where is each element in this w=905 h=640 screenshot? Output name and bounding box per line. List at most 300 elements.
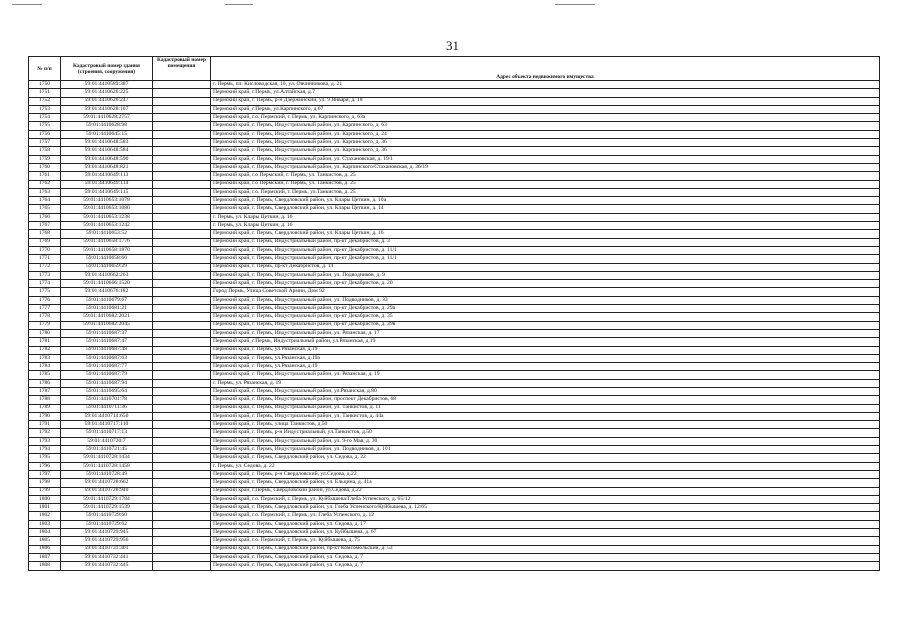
table-row [29,379,880,387]
row-cadastral-building: 59:01:4410653:1080 [61,205,153,213]
row-number: 1770 [29,246,61,254]
row-address: Пермский край, г. Пермь, Индустриальный район, ул. Танкистов, д. 11 [211,404,880,412]
row-cadastral-building: 59:01:4410729:956 [61,537,153,545]
table-row [29,180,880,188]
row-cadastral-room [153,470,211,478]
table-row [29,105,880,113]
row-address: Пермский край, г. Пермь, Индустриальный район, ул. Подводников, д. 101 [211,446,880,454]
row-cadastral-room [153,404,211,412]
row-cadastral-building: 59:01:4410717:13 [61,429,153,437]
row-cadastral-building: 59:01:4410711:36 [61,404,153,412]
row-cadastral-room [153,396,211,404]
row-cadastral-room [153,222,211,230]
row-cadastral-room [153,545,211,553]
row-cadastral-building: 59:01:4410728:662 [61,479,153,487]
row-address: Пермский край, г. Пермь, Индустриальный район, пр-кт Декабристов, д. 39в [211,321,880,329]
row-number: 1788 [29,396,61,404]
table-row [29,479,880,487]
table-row [29,155,880,163]
table-row [29,321,880,329]
row-cadastral-building: 59:01:4410676:182 [61,288,153,296]
row-address: Пермский край, г. Пермь, Индустриальный район, пр-кт Декабристов, д. 3 [211,238,880,246]
row-address: Пермский край, г.Пермь, Свердловский район, ул.Седова, д.22 [211,487,880,495]
row-number: 1795 [29,454,61,462]
row-number: 1758 [29,147,61,155]
header-cadastral-building: Кадастровый номер здания (строения, сооружения) [61,57,153,81]
row-address: Пермский край, г. Пермь, Свердловский район, ул. Седова, д. 7 [211,553,880,561]
table-row [29,188,880,196]
row-address: Пермский край, г. Пермь, Индустриальный район, ул. Карпинского, д. 36 [211,147,880,155]
row-number: 1779 [29,321,61,329]
row-cadastral-building: 59:01:4410728:940 [61,487,153,495]
row-address: Пермский край, г. Пермь, Свердловский район, ул. Седова, д. 7 [211,562,880,570]
table-row [29,213,880,221]
row-cadastral-building: 59:01:4410648:583 [61,139,153,147]
row-cadastral-room [153,213,211,221]
row-cadastral-building: 59:01:4410626:247 [61,97,153,105]
row-address: Пермский край, г. Пермь, Индустриальный район, ул. Подводников, д. 33 [211,296,880,304]
table-row [29,271,880,279]
row-number: 1782 [29,346,61,354]
row-cadastral-room [153,147,211,155]
top-rule-right [555,4,595,5]
row-cadastral-building: 59:01:4410653:1078 [61,197,153,205]
table-row [29,172,880,180]
row-cadastral-building: 59:01:4410731:301 [61,545,153,553]
table-row [29,562,880,570]
row-number: 1776 [29,296,61,304]
row-cadastral-room [153,329,211,337]
row-cadastral-room [153,130,211,138]
row-cadastral-building: 59:01:4410687:48 [61,346,153,354]
page-number: 31 [446,38,459,53]
row-cadastral-room [153,529,211,537]
row-cadastral-building: 59:01:4410687:77 [61,363,153,371]
row-cadastral-room [153,122,211,130]
table-row [29,89,880,97]
row-cadastral-room [153,238,211,246]
row-cadastral-room [153,288,211,296]
row-address: Пермский край, г. Пермь, Свердловский район, ул. Куйбышева, д. 67 [211,529,880,537]
table-row [29,280,880,288]
row-cadastral-room [153,363,211,371]
row-cadastral-building: 59:01:4410732:441 [61,553,153,561]
row-number: 1777 [29,305,61,313]
table-row [29,553,880,561]
row-address: Пермский край, г. Пермь, Индустриальный район, пр-кт Декабристов, д. 35 [211,313,880,321]
row-number: 1781 [29,338,61,346]
row-address: Пермский край, г.о. Пермский, г. Пермь, ул. Куйбышева, д. 75 [211,537,880,545]
row-cadastral-building: 59:01:4410714:650 [61,412,153,420]
row-cadastral-building: 59:01:4410729:945 [61,529,153,537]
table-row [29,446,880,454]
row-cadastral-building: 59:01:4410687:37 [61,329,153,337]
table-row [29,147,880,155]
row-cadastral-room [153,446,211,454]
row-cadastral-building: 59:01:4410687:63 [61,354,153,362]
row-cadastral-building: 59:01:4410701:78 [61,396,153,404]
row-address: Пермский край, г. Пермь, Индустриальный район, ул. 9-го Мая, д. 30 [211,437,880,445]
table-row [29,288,880,296]
row-number: 1789 [29,404,61,412]
row-cadastral-room [153,230,211,238]
row-cadastral-room [153,421,211,429]
table-row [29,396,880,404]
row-address: Пермский край, г.Пермь, ул.Карпинского, д.67 [211,105,880,113]
table-row [29,512,880,520]
row-address: Пермский край, г. Пермь, Индустриальный район, ул. Рязанская, д. 19 [211,371,880,379]
row-number: 1751 [29,89,61,97]
row-cadastral-building: 59:01:4410687:94 [61,379,153,387]
table-row [29,437,880,445]
row-number: 1808 [29,562,61,570]
table-row [29,97,880,105]
row-cadastral-building: 59:01:4410628:98 [61,122,153,130]
row-cadastral-room [153,305,211,313]
row-number: 1800 [29,495,61,503]
row-cadastral-building: 59:01:4410681:21 [61,305,153,313]
row-address: Пермский край, г. Пермь, Свердловский район, ул. Ельцина, д. 41а [211,479,880,487]
row-cadastral-building: 59:01:4410628:107 [61,105,153,113]
row-address: Пермский край, г. Пермь, р-н Свердловский, ул.Седова, д.22 [211,470,880,478]
table-row [29,338,880,346]
row-cadastral-building: 59:01:4410648:590 [61,155,153,163]
row-address: Пермский край, г. Пермь, Индустриальный район, ул. Стахановская, д. 19/1 [211,155,880,163]
table-row [29,363,880,371]
row-number: 1771 [29,255,61,263]
row-cadastral-room [153,412,211,420]
row-cadastral-room [153,296,211,304]
table-row [29,454,880,462]
row-cadastral-room [153,172,211,180]
row-address: Пермский край, г. Пермь, р-н Дзержинский, ул. 9 Января, д. 18 [211,97,880,105]
row-cadastral-building: 59:01:4410666:1520 [61,280,153,288]
row-number: 1801 [29,504,61,512]
row-address: Пермский край, г. Пермь, ул.Рязанская, д.19 [211,363,880,371]
row-cadastral-building: 59:01:4410658:60 [61,255,153,263]
row-address: Пермский край, г. Пермь, Свердловский район, ул. Глеба Успенского/Куйбышева, д. 12/65 [211,504,880,512]
table-row [29,537,880,545]
table-row [29,305,880,313]
row-number: 1752 [29,97,61,105]
row-cadastral-room [153,139,211,147]
row-cadastral-room [153,155,211,163]
row-cadastral-building: 59:01:4410653:52 [61,230,153,238]
row-cadastral-room [153,105,211,113]
row-cadastral-room [153,163,211,171]
table-header [29,57,880,81]
row-number: 1774 [29,280,61,288]
row-number: 1763 [29,188,61,196]
row-address: Пермский край, г. Пермь, Индустриальный район, ул. Карпинского/Стахановская, д. 36/19 [211,163,880,171]
table-row [29,122,880,130]
row-cadastral-room [153,495,211,503]
table-row [29,529,880,537]
row-address: Пермский край, г. Пермь, ул.Рязанская, д.19а [211,354,880,362]
row-number: 1790 [29,412,61,420]
row-cadastral-room [153,537,211,545]
row-address: Пермский край, г.Пермь, Индустриальный район, ул.Рязанская, д.19 [211,338,880,346]
row-cadastral-building: 59:01:4410687:47 [61,338,153,346]
row-cadastral-building: 59:01:4410728:1434 [61,454,153,462]
row-address: Пермский край, г.о Пермский, г. Пермь, ул. Танкистов, д. 25 [211,172,880,180]
row-cadastral-room [153,255,211,263]
table-row [29,387,880,395]
row-cadastral-building: 59:01:4410628:2757 [61,114,153,122]
table-row [29,470,880,478]
row-address: Пермский край, г. Пермь, Свердловский район, ул. Клары Цеткин, д. 10а [211,197,880,205]
row-cadastral-room [153,454,211,462]
row-number: 1768 [29,230,61,238]
row-address: Пермский край, г. Пермь, Индустриальный район, ул. Рязанская, д. 17 [211,329,880,337]
row-address: Пермский край, г. Пермь, Индустриальный район, пр-кт Декабристов, д. 20 [211,280,880,288]
row-cadastral-building: 59:01:4410659:29 [61,263,153,271]
row-cadastral-room [153,263,211,271]
table-row [29,545,880,553]
row-number: 1796 [29,462,61,470]
table-row [29,504,880,512]
row-cadastral-room [153,553,211,561]
row-cadastral-room [153,387,211,395]
row-number: 1775 [29,288,61,296]
row-address: Пермский край, г. Пермь, Индустриальный район, пр-кт Декабристов, д. 11/1 [211,246,880,254]
row-number: 1761 [29,172,61,180]
row-cadastral-building: 59:01:4410732:445 [61,562,153,570]
table-row [29,130,880,138]
row-number: 1806 [29,545,61,553]
row-cadastral-room [153,354,211,362]
row-cadastral-room [153,504,211,512]
row-cadastral-building: 59:01:4410589:387 [61,81,153,89]
row-address: Пермский край, г.о. Пермский, г. Пермь, ул.Танкистов, д. 25 [211,188,880,196]
row-cadastral-building: 59:01:4410729:1539 [61,504,153,512]
row-number: 1759 [29,155,61,163]
row-number: 1772 [29,263,61,271]
row-cadastral-room [153,479,211,487]
row-address: Пермский край, г. Пермь, Индустриальный район, проспект Декабристов, 68 [211,396,880,404]
row-cadastral-building: 59:01:4410658:1870 [61,246,153,254]
row-cadastral-building: 59:01:4410728:1458 [61,462,153,470]
row-cadastral-room [153,437,211,445]
row-cadastral-room [153,313,211,321]
table-row [29,163,880,171]
row-cadastral-building: 59:01:4410648:584 [61,147,153,155]
row-cadastral-room [153,205,211,213]
row-cadastral-room [153,188,211,196]
table-row [29,404,880,412]
row-cadastral-room [153,379,211,387]
row-number: 1787 [29,387,61,395]
row-cadastral-room [153,271,211,279]
table-row [29,222,880,230]
row-address: г. Пермь, ул. Клары Цеткин, д. 16 [211,213,880,221]
row-cadastral-building: 59:01:4410682:2045 [61,321,153,329]
table-row [29,421,880,429]
row-number: 1760 [29,163,61,171]
row-cadastral-room [153,321,211,329]
row-cadastral-building: 59:01:4410682:2021 [61,313,153,321]
row-address: Пермский край, г. Пермь, Индустриальный район, ул. Танкистов, д. 44а [211,412,880,420]
table-row [29,313,880,321]
row-address: Пермский край, г. Пермь, Индустриальный район, ул. Карпинского, д. 63 [211,122,880,130]
row-cadastral-building: 59:01:4410658:1776 [61,238,153,246]
top-rule-left [12,4,42,5]
row-number: 1757 [29,139,61,147]
row-cadastral-room [153,81,211,89]
row-address: Пермский край, г.о. Пермский, г. Пермь, ул. Куйбышева/Глеба Успенского, д. 65/12 [211,495,880,503]
row-address: Пермский край, г.Пермь, ул.Алтайская, д.7 [211,89,880,97]
row-address: Пермский край, г. Пермь, улица Танкистов, д.50 [211,421,880,429]
property-register-table [28,56,880,571]
top-rule-mid [225,4,253,5]
row-cadastral-building: 59:01:4410649:115 [61,188,153,196]
table-row [29,238,880,246]
row-address: Пермский край, г. Пермь, Индустриальный район, ул. Карпинского, д. 36 [211,139,880,147]
table-row [29,346,880,354]
row-cadastral-building: 59:01:4410729:1784 [61,495,153,503]
table-row [29,255,880,263]
row-number: 1802 [29,512,61,520]
row-cadastral-room [153,487,211,495]
row-cadastral-building: 59:01:4410653:1238 [61,213,153,221]
row-number: 1764 [29,197,61,205]
row-number: 1807 [29,553,61,561]
row-cadastral-building: 59:01:4410649:113 [61,172,153,180]
row-cadastral-room [153,371,211,379]
table-row [29,296,880,304]
row-address: Пермский край, г. Пермь, Индустриальный район, пр-кт Декабристов, д. 11/1 [211,255,880,263]
row-number: 1805 [29,537,61,545]
row-cadastral-building: 59:01:4410648:821 [61,163,153,171]
row-number: 1803 [29,520,61,528]
row-number: 1797 [29,470,61,478]
table-row [29,246,880,254]
row-address: г. Пермь, ул. Клары Цеткин, д. 16 [211,222,880,230]
row-number: 1785 [29,371,61,379]
row-cadastral-room [153,462,211,470]
row-address: Пермский край, г. Пермь, Индустриальный район, ул.Рязанская, д.80 [211,387,880,395]
row-number: 1750 [29,81,61,89]
table-row [29,329,880,337]
row-number: 1766 [29,213,61,221]
row-cadastral-building: 59:01:4410687:79 [61,371,153,379]
row-cadastral-room [153,338,211,346]
row-cadastral-room [153,512,211,520]
table-row [29,197,880,205]
row-cadastral-building: 59:01:4410649:114 [61,180,153,188]
row-cadastral-room [153,429,211,437]
row-number: 1773 [29,271,61,279]
row-cadastral-building: 59:01:4410653:1242 [61,222,153,230]
row-address: Пермский край, г. Пермь, р-н Индустриальный, ул.Танкистов, д.50 [211,429,880,437]
row-address: Пермский край, г. Пермь, Индустриальный район, ул. Карпинского, д. 24 [211,130,880,138]
row-cadastral-room [153,246,211,254]
row-number: 1778 [29,313,61,321]
row-number: 1780 [29,329,61,337]
table-row [29,139,880,147]
row-number: 1786 [29,379,61,387]
row-cadastral-room [153,89,211,97]
table-row [29,371,880,379]
row-address: Пермский край, г. Пермь, Индустриальный район, ул. Подводников, д. 9 [211,271,880,279]
row-cadastral-building: 59:01:4410729:62 [61,520,153,528]
header-address: Адрес объекта недвижимого имущества [211,73,880,81]
table-row [29,487,880,495]
header-num: № п/п [29,57,61,81]
row-cadastral-room [153,280,211,288]
row-cadastral-building: 59:01:4410626:225 [61,89,153,97]
row-number: 1794 [29,446,61,454]
row-address: Пермский край, г. Пермь, ул.Рязанская, д.19 [211,346,880,354]
row-address: г. Пермь, ул. Седова, д. 22 [211,462,880,470]
row-cadastral-building: 59:01:4410645:15 [61,130,153,138]
table-row [29,462,880,470]
row-cadastral-room [153,97,211,105]
row-number: 1804 [29,529,61,537]
row-cadastral-building: 59:01:4410717:110 [61,421,153,429]
row-number: 1792 [29,429,61,437]
row-address: Пермский край, г. Пермь, Свердловский район, ул. Седова, д. 17 [211,520,880,528]
row-address: Город Пермь, Улица Советской Армии, Дом 92 [211,288,880,296]
header-address-top [211,57,880,74]
row-cadastral-building: 59:01:4410662:263 [61,271,153,279]
header-cadastral-room: Кадастровый номер помещения [153,57,211,81]
row-number: 1783 [29,354,61,362]
table-row [29,205,880,213]
table-row [29,354,880,362]
row-address: Пермский край, г. Пермь, Свердловский район, пр-кт Комсомольский, д. 53 [211,545,880,553]
row-cadastral-room [153,197,211,205]
row-number: 1769 [29,238,61,246]
table-row [29,230,880,238]
table-row [29,429,880,437]
row-cadastral-building: 59:01:4410729:60 [61,512,153,520]
row-number: 1798 [29,479,61,487]
row-cadastral-building: 59:01:4410728:49 [61,470,153,478]
row-number: 1799 [29,487,61,495]
row-number: 1791 [29,421,61,429]
row-address: Пермский край, г.о Пермский, г. Пермь, ул. Танкистов, д. 25 [211,180,880,188]
row-cadastral-room [153,562,211,570]
row-cadastral-building: 59:01:4410695:64 [61,387,153,395]
row-number: 1754 [29,114,61,122]
row-address: Пермский край, г.о. Пермский, г. Пермь, ул. Глеба Успенского, д. 12 [211,512,880,520]
table-row [29,520,880,528]
row-number: 1762 [29,180,61,188]
row-number: 1793 [29,437,61,445]
row-number: 1784 [29,363,61,371]
table-body [29,81,880,571]
row-number: 1753 [29,105,61,113]
row-address: Пермский край, г. Пермь, Индустриальный район, пр-кт Декабристов, д. 29а [211,305,880,313]
row-address: Пермский край, г.о. Пермский, г. Пермь, ул. Карпинского, д. 63а [211,114,880,122]
row-cadastral-room [153,114,211,122]
row-number: 1765 [29,205,61,213]
row-cadastral-building: 59:01:4410721:45 [61,446,153,454]
row-address: г. Пермь, ул. Рязанская, д. 19 [211,379,880,387]
row-address: Пермский край, г. Пермь, пр-кт Декабристов, д. 14 [211,263,880,271]
row-address: Пермский край, г. Пермь, Свердловский район, ул. Седова, д. 22 [211,454,880,462]
row-number: 1767 [29,222,61,230]
table-row [29,412,880,420]
row-address: Пермский край, г. Пермь, Свердловский район, ул. Клары Цеткин, д. 14 [211,205,880,213]
row-number: 1755 [29,122,61,130]
row-cadastral-building: 59:01:4410679:67 [61,296,153,304]
row-address: г. Пермь, пл. Кисловодская, 10, ул. Овчинникова, д. 21 [211,81,880,89]
row-cadastral-room [153,520,211,528]
table-row [29,81,880,89]
table-row [29,495,880,503]
